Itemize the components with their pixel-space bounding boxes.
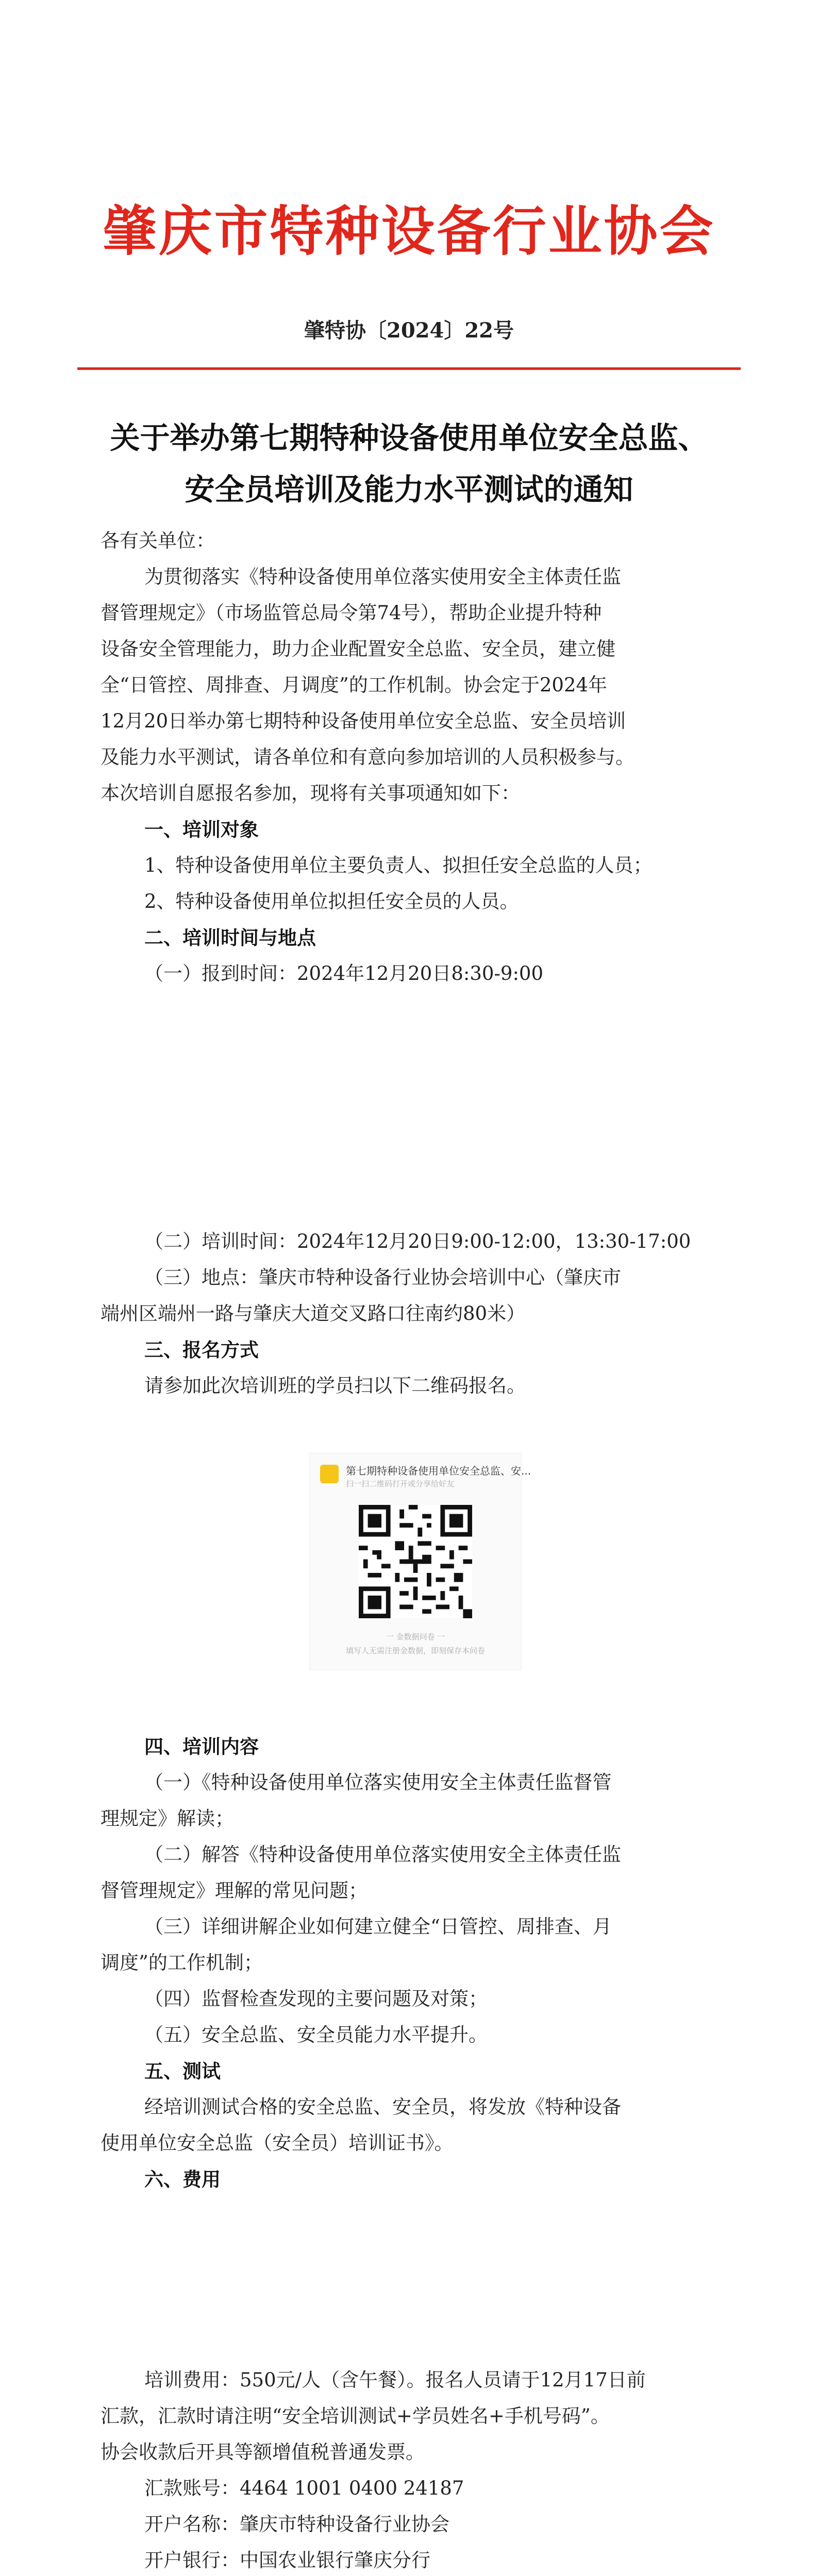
register-time: （一）报到时间：2024年12月20日8:30-9:00: [144, 962, 544, 985]
doc-number: 肇特协〔2024〕22号: [304, 318, 514, 343]
bank-name: 开户银行：中国农业银行肇庆分行: [144, 2549, 430, 2571]
intro-line: 12月20日举办第七期特种设备使用单位安全总监、安全员培训: [101, 710, 626, 732]
notice-title-line: 关于举办第七期特种设备使用单位安全总监、: [110, 420, 708, 455]
registration-text: 请参加此次培训班的学员扫以下二维码报名。: [144, 1375, 526, 1397]
content-item: （三）详细讲解企业如何建立健全“日管控、周排查、月: [144, 1916, 612, 1938]
bank-account: 汇款账号：4464 1001 0400 24187: [144, 2477, 464, 2499]
account-name: 开户名称：肇庆市特种设备行业协会: [144, 2513, 449, 2535]
fee-text: 汇款，汇款时请注明“安全培训测试+学员姓名+手机号码”。: [101, 2405, 610, 2427]
content-item: （一）《特种设备使用单位落实使用安全主体责任监督管: [144, 1771, 612, 1793]
content-item: （五）安全总监、安全员能力水平提升。: [144, 2024, 488, 2046]
test-text: 使用单位安全总监（安全员）培训证书》。: [101, 2132, 454, 2154]
section-item: 2、特种设备使用单位拟担任安全员的人员。: [144, 890, 519, 912]
form-app-icon: [320, 1465, 339, 1483]
org-title: 肇庆市特种设备行业协会: [103, 199, 715, 263]
form-caption: 一 金数据问卷 一: [386, 1632, 445, 1641]
content-item: （二）解答《特种设备使用单位落实使用安全主体责任监: [144, 1843, 621, 1866]
section-heading: 四、培训内容: [144, 1735, 259, 1758]
section-heading: 三、报名方式: [144, 1338, 259, 1361]
form-title: 第七期特种设备使用单位安全总监、安...: [346, 1465, 531, 1477]
form-subtitle: 扫一扫二维码打开或分享给好友: [346, 1479, 455, 1488]
content-item: 理规定》解读；: [101, 1807, 234, 1829]
salutation: 各有关单位：: [101, 530, 215, 552]
content-item: （四）监督检查发现的主要问题及对策；: [144, 1988, 488, 2010]
intro-line: 设备安全管理能力，助力企业配置安全总监、安全员，建立健: [101, 638, 615, 660]
training-location: 端州区端州一路与肇庆大道交叉路口往南约80米）: [101, 1302, 526, 1325]
content-item: 督管理规定》理解的常见问题；: [101, 1879, 368, 1902]
red-divider: [77, 367, 741, 370]
fee-text: 协会收款后开具等额增值税普通发票。: [101, 2441, 425, 2463]
notice-title: [77, 412, 741, 515]
intro-line: 为贯彻落实《特种设备使用单位落实使用安全主体责任监: [144, 566, 621, 588]
test-text: 经培训测试合格的安全总监、安全员，将发放《特种设备: [144, 2096, 621, 2118]
fee-text: 培训费用：550元/人（含午餐）。报名人员请于12月17日前: [144, 2369, 646, 2391]
section-heading: 五、测试: [144, 2060, 221, 2082]
registration-qr-icon[interactable]: [359, 1505, 472, 1618]
intro-line: 本次培训自愿报名参加，现将有关事项通知如下：: [101, 782, 520, 804]
registration-qr-card[interactable]: [309, 1453, 531, 1670]
section-item: 1、特种设备使用单位主要负责人、拟担任安全总监的人员；: [144, 854, 653, 876]
intro-line: 及能力水平测试，请各单位和有意向参加培训的人员积极参与。: [101, 746, 635, 768]
section-heading: 二、培训时间与地点: [144, 926, 316, 949]
notice-title-line: 安全员培训及能力水平测试的通知: [185, 472, 633, 507]
form-caption: 填写人无需注册金数据，即刻保存本问卷: [345, 1646, 485, 1655]
section-heading: 一、培训对象: [144, 818, 259, 841]
intro-line: 全“日管控、周排查、月调度”的工作机制。协会定于2024年: [101, 674, 607, 696]
training-location: （三）地点：肇庆市特种设备行业协会培训中心（肇庆市: [144, 1266, 621, 1289]
intro-line: 督管理规定》（市场监管总局令第74号），帮助企业提升特种: [101, 602, 602, 624]
section-heading: 六、费用: [144, 2168, 221, 2191]
training-time: （二）培训时间：2024年12月20日9:00-12:00，13:30-17:00: [144, 1230, 691, 1252]
content-item: 调度”的工作机制；: [101, 1952, 263, 1974]
